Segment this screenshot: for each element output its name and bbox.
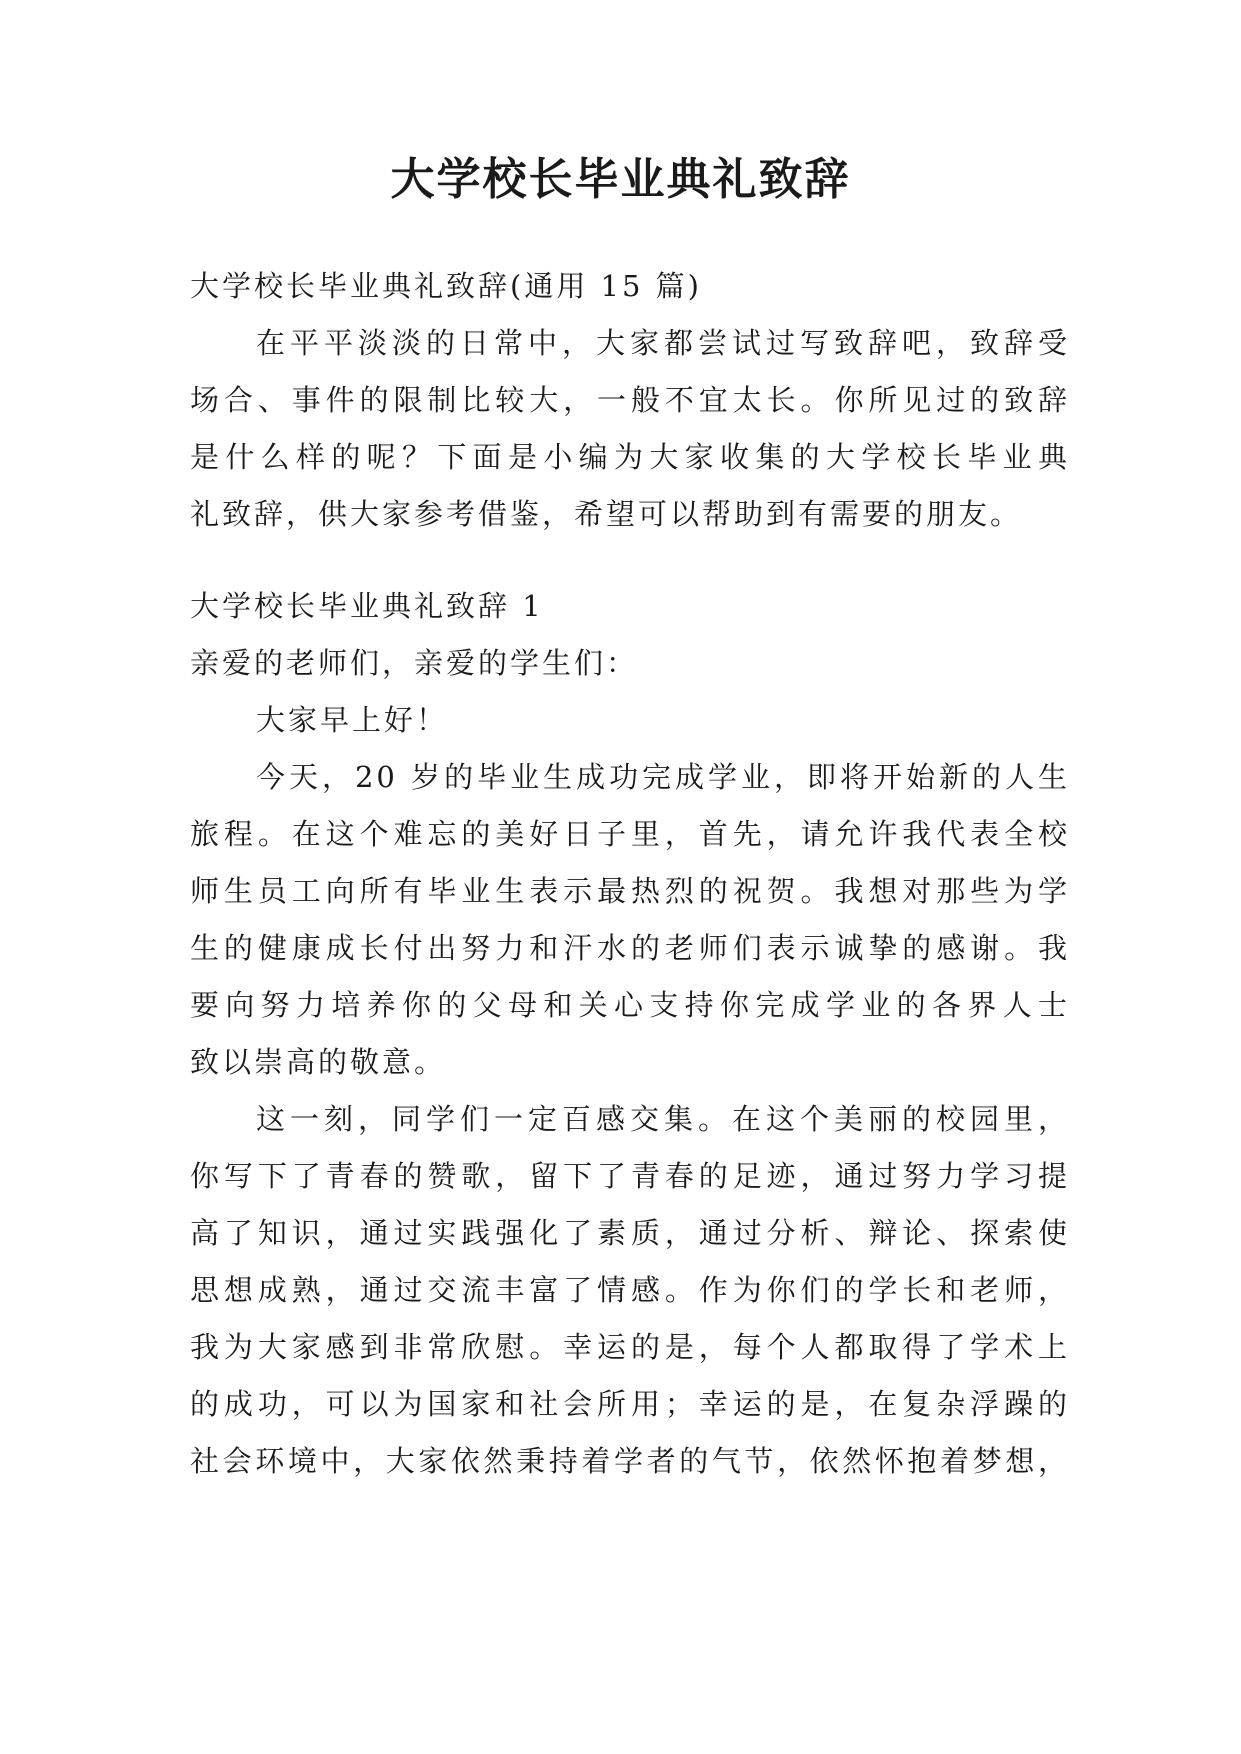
greeting: 大家早上好！ bbox=[256, 703, 449, 737]
document-body bbox=[190, 258, 1070, 1490]
paragraph-line: 师生员工向所有毕业生表示最热烈的祝贺。我想对那些为学 bbox=[190, 874, 1070, 908]
intro-line: 是什么样的呢？下面是小编为大家收集的大学校长毕业典 bbox=[190, 440, 1070, 474]
intro-line: 礼致辞，供大家参考借鉴，希望可以帮助到有需要的朋友。 bbox=[190, 497, 1023, 531]
paragraph-line: 高了知识，通过实践强化了素质，通过分析、辩论、探索使 bbox=[190, 1216, 1070, 1250]
paragraph-line: 的成功，可以为国家和社会所用；幸运的是，在复杂浮躁的 bbox=[190, 1387, 1070, 1421]
paragraph-line: 生的健康成长付出努力和汗水的老师们表示诚挚的感谢。我 bbox=[190, 931, 1070, 965]
paragraph-line: 这一刻，同学们一定百感交集。在这个美丽的校园里， bbox=[256, 1102, 1070, 1136]
paragraph-line: 社会环境中，大家依然秉持着学者的气节，依然怀抱着梦想， bbox=[190, 1444, 1070, 1478]
document-title: 大学校长毕业典礼致辞 bbox=[390, 154, 851, 205]
document-subtitle: 大学校长毕业典礼致辞(通用 15 篇) bbox=[190, 269, 702, 303]
paragraph-line: 要向努力培养你的父母和关心支持你完成学业的各界人士 bbox=[190, 988, 1070, 1022]
paragraph-line: 旅程。在这个难忘的美好日子里，首先，请允许我代表全校 bbox=[190, 817, 1070, 851]
paragraph-line: 你写下了青春的赞歌，留下了青春的足迹，通过努力学习提 bbox=[190, 1159, 1070, 1193]
paragraph-line: 思想成熟，通过交流丰富了情感。作为你们的学长和老师， bbox=[190, 1273, 1070, 1307]
intro-line: 在平平淡淡的日常中，大家都尝试过写致辞吧，致辞受 bbox=[256, 326, 1070, 360]
paragraph-line: 我为大家感到非常欣慰。幸运的是，每个人都取得了学术上 bbox=[190, 1330, 1070, 1364]
intro-line: 场合、事件的限制比较大，一般不宜太长。你所见过的致辞 bbox=[190, 383, 1070, 417]
salutation: 亲爱的老师们，亲爱的学生们： bbox=[190, 646, 639, 680]
paragraph-line: 今天，20 岁的毕业生成功完成学业，即将开始新的人生 bbox=[256, 760, 1070, 794]
section-heading: 大学校长毕业典礼致辞 1 bbox=[190, 589, 544, 623]
paragraph-line: 致以崇高的敬意。 bbox=[190, 1045, 447, 1079]
